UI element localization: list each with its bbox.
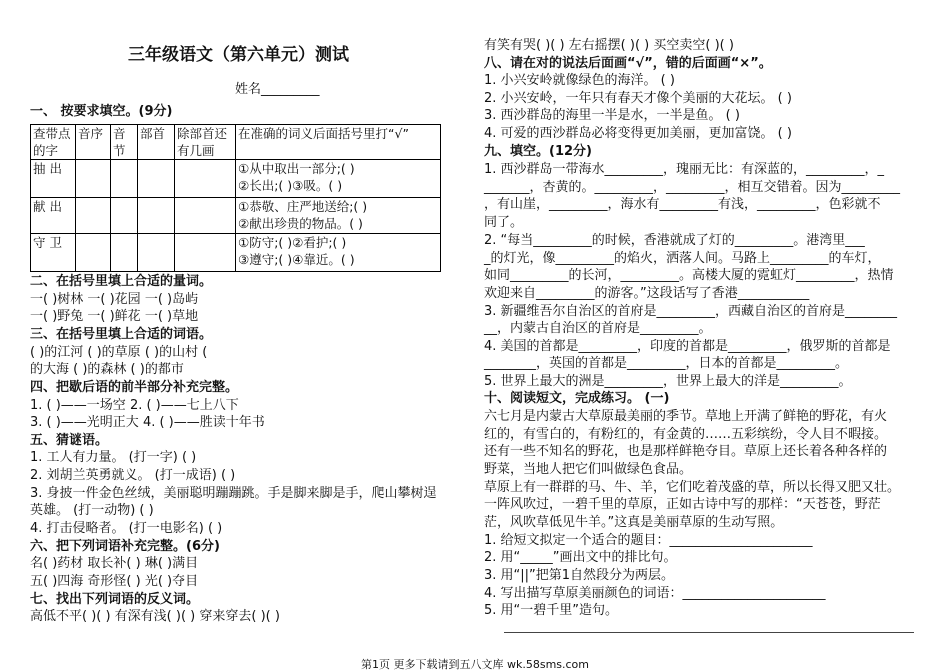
- right-line: 4. 写出描写草原美丽颜色的词语：______________________: [484, 586, 826, 601]
- header-meanings: 在准确的词义后面括号里打“√”: [236, 125, 441, 160]
- left-line: 1. 工人有力量。 (打一字) ( ): [30, 450, 197, 465]
- right-line: 2. “每当_________的时候，香港就成了灯的_________。港湾里___: [484, 233, 865, 248]
- right-line: 还有一些不知名的野花，也是那样鲜艳夺目。草原上还长着各种各样的: [484, 444, 888, 459]
- left-line: 英雄。 (打一动物) ( ): [30, 503, 154, 518]
- right-line: 红的，有雪白的，有粉红的，有金黄的……五彩缤纷，令人目不暇接。: [484, 427, 888, 442]
- right-line: 5. 用“一碧千里”造句。: [484, 603, 619, 618]
- dictionary-table: [30, 124, 441, 272]
- left-line: 3. 身披一件金色丝绒，美丽聪明蹦蹦跳。手是脚来脚是手，爬山攀树逞: [30, 486, 437, 501]
- meaning-line: ①恭敬、庄严地送给;( ): [238, 199, 368, 214]
- right-line: 野菜，当地人把它们叫做绿色食品。: [484, 462, 693, 477]
- left-line: 五( )四海 奇形怪( ) 光( )夺目: [30, 574, 199, 589]
- right-line: 2. 小兴安岭，一年只有春天才像个美丽的大花坛。 ( ): [484, 91, 792, 106]
- row-char: 抽 出: [31, 160, 76, 198]
- right-line: 4. 可爱的西沙群岛必将变得更加美丽，更加富饶。 ( ): [484, 126, 792, 141]
- meaning-line: ③遵守;( )④靠近。( ): [238, 252, 355, 267]
- right-line: 3. 新疆维吾尔自治区的首府是_________，西藏自治区的首府是________: [484, 304, 898, 319]
- right-line: 同了。: [484, 215, 524, 230]
- header-syllable: 音节: [111, 125, 138, 160]
- meaning-line: ①防守;( )②看护;( ): [238, 235, 347, 250]
- right-line: 5. 世界上最大的洲是_________，世界上最大的洋是_________。: [484, 374, 852, 389]
- meaning-line: ①从中取出一部分;( ): [238, 161, 355, 176]
- left-line: 2. 刘胡兰英勇就义。 (打一成语) ( ): [30, 468, 236, 483]
- right-line: _______，杏黄的。_________，_________，相互交错着。因为_________: [484, 180, 901, 195]
- left-line: 四、把歇后语的前半部分补充完整。: [30, 380, 239, 395]
- row-char: 守 卫: [31, 234, 76, 272]
- left-line: 一( )野兔 一( )鲜花 一( )草地: [30, 309, 199, 324]
- table-row: [31, 160, 441, 198]
- right-line: 如同_________的长河，_________。高楼大厦的霓虹灯_________，热情: [484, 268, 894, 283]
- right-line: ，有山崖，_________，海水有_________有浅，_________，色彩就不: [484, 197, 881, 212]
- left-line: 七、找出下列词语的反义词。: [30, 592, 200, 607]
- right-line: 2. 用“_____”画出文中的排比句。: [484, 550, 677, 565]
- answer-underline: [504, 632, 914, 633]
- right-line: _的灯光，像_________的焰火，洒落人间。马路上_________的车灯，: [484, 251, 881, 266]
- header-radical: 部首: [138, 125, 175, 160]
- name-label: 姓名_________: [235, 82, 320, 97]
- section-1-heading: 一、 按要求填空。(9分): [30, 104, 173, 119]
- left-line: 五、猜谜语。: [30, 433, 109, 448]
- left-line: 二、在括号里填上合适的量词。: [30, 274, 213, 289]
- left-line: 高低不平( )( ) 有深有浅( )( ) 穿来穿去( )( ): [30, 609, 280, 624]
- right-line: 1. 给短文拟定一个适合的题目：______________________: [484, 533, 813, 548]
- header-strokes: 除部首还有几画: [175, 125, 236, 160]
- right-line: 草原上有一群群的马、牛、羊，它们吃着茂盛的草，所以长得又肥又壮。: [484, 480, 901, 495]
- left-line: 名( )药材 取长补( ) 琳( )满目: [30, 556, 199, 571]
- page-footer: 第1页 更多下载请到五八文库 wk.58sms.com: [360, 658, 590, 671]
- right-line: 八、请在对的说法后面画“√”，错的后面画“×”。: [484, 56, 772, 71]
- right-line: 十、阅读短文，完成练习。 (一): [484, 391, 670, 406]
- row-char: 献 出: [31, 198, 76, 234]
- table-row: [31, 198, 441, 234]
- right-line: __，内蒙古自治区的首府是_________。: [484, 321, 712, 336]
- left-line: 1. ( )——一场空 2. ( )——七上八下: [30, 398, 239, 413]
- right-line: 1. 小兴安岭就像绿色的海洋。 ( ): [484, 73, 675, 88]
- right-line: 一阵风吹过，一碧千里的草原，正如古诗中写的那样：“天苍苍，野茫: [484, 497, 881, 512]
- meaning-line: ②献出珍贵的物品。( ): [238, 216, 363, 231]
- right-line: 3. 西沙群岛的海里一半是水，一半是鱼。 ( ): [484, 108, 740, 123]
- left-line: 4. 打击侵略者。 (打一电影名) ( ): [30, 521, 223, 536]
- left-line: 一( )树林 一( )花园 一( )岛屿: [30, 292, 199, 307]
- right-line: 有笑有哭( )( ) 左右摇摆( )( ) 买空卖空( )( ): [484, 38, 734, 53]
- right-line: 3. 用“||”把第1自然段分为两层。: [484, 568, 675, 583]
- right-line: 1. 西沙群岛一带海水_________，瑰丽无比：有深蓝的，_________，_: [484, 162, 885, 177]
- meaning-line: ②长出;( )③吸。( ): [238, 178, 343, 193]
- right-line: 六七月是内蒙古大草原最美丽的季节。草地上开满了鲜艳的野花，有火: [484, 409, 888, 424]
- right-line: ________，英国的首都是_________，日本的首都是_________。: [484, 356, 849, 371]
- page-title: 三年级语文（第六单元）测试: [128, 45, 349, 65]
- right-line: 欢迎来自_________的游客。”这段话写了香港___________: [484, 286, 810, 301]
- right-line: 九、填空。(12分): [484, 144, 592, 159]
- header-initial: 音序: [76, 125, 111, 160]
- left-line: 六、把下列词语补充完整。(6分): [30, 539, 220, 554]
- right-line: 4. 美国的首都是_________，印度的首都是_________，俄罗斯的首都是: [484, 339, 891, 354]
- header-char: 查带点的字: [31, 125, 76, 160]
- left-line: ( )的江河 ( )的草原 ( )的山村 (: [30, 345, 208, 360]
- left-line: 的大海 ( )的森林 ( )的都市: [30, 362, 184, 377]
- right-line: 茫，风吹草低见牛羊。”这真是美丽草原的生动写照。: [484, 515, 784, 530]
- left-line: 3. ( )——光明正大 4. ( )——胜读十年书: [30, 415, 265, 430]
- table-row: [31, 234, 441, 272]
- left-line: 三、在括号里填上合适的词语。: [30, 327, 213, 342]
